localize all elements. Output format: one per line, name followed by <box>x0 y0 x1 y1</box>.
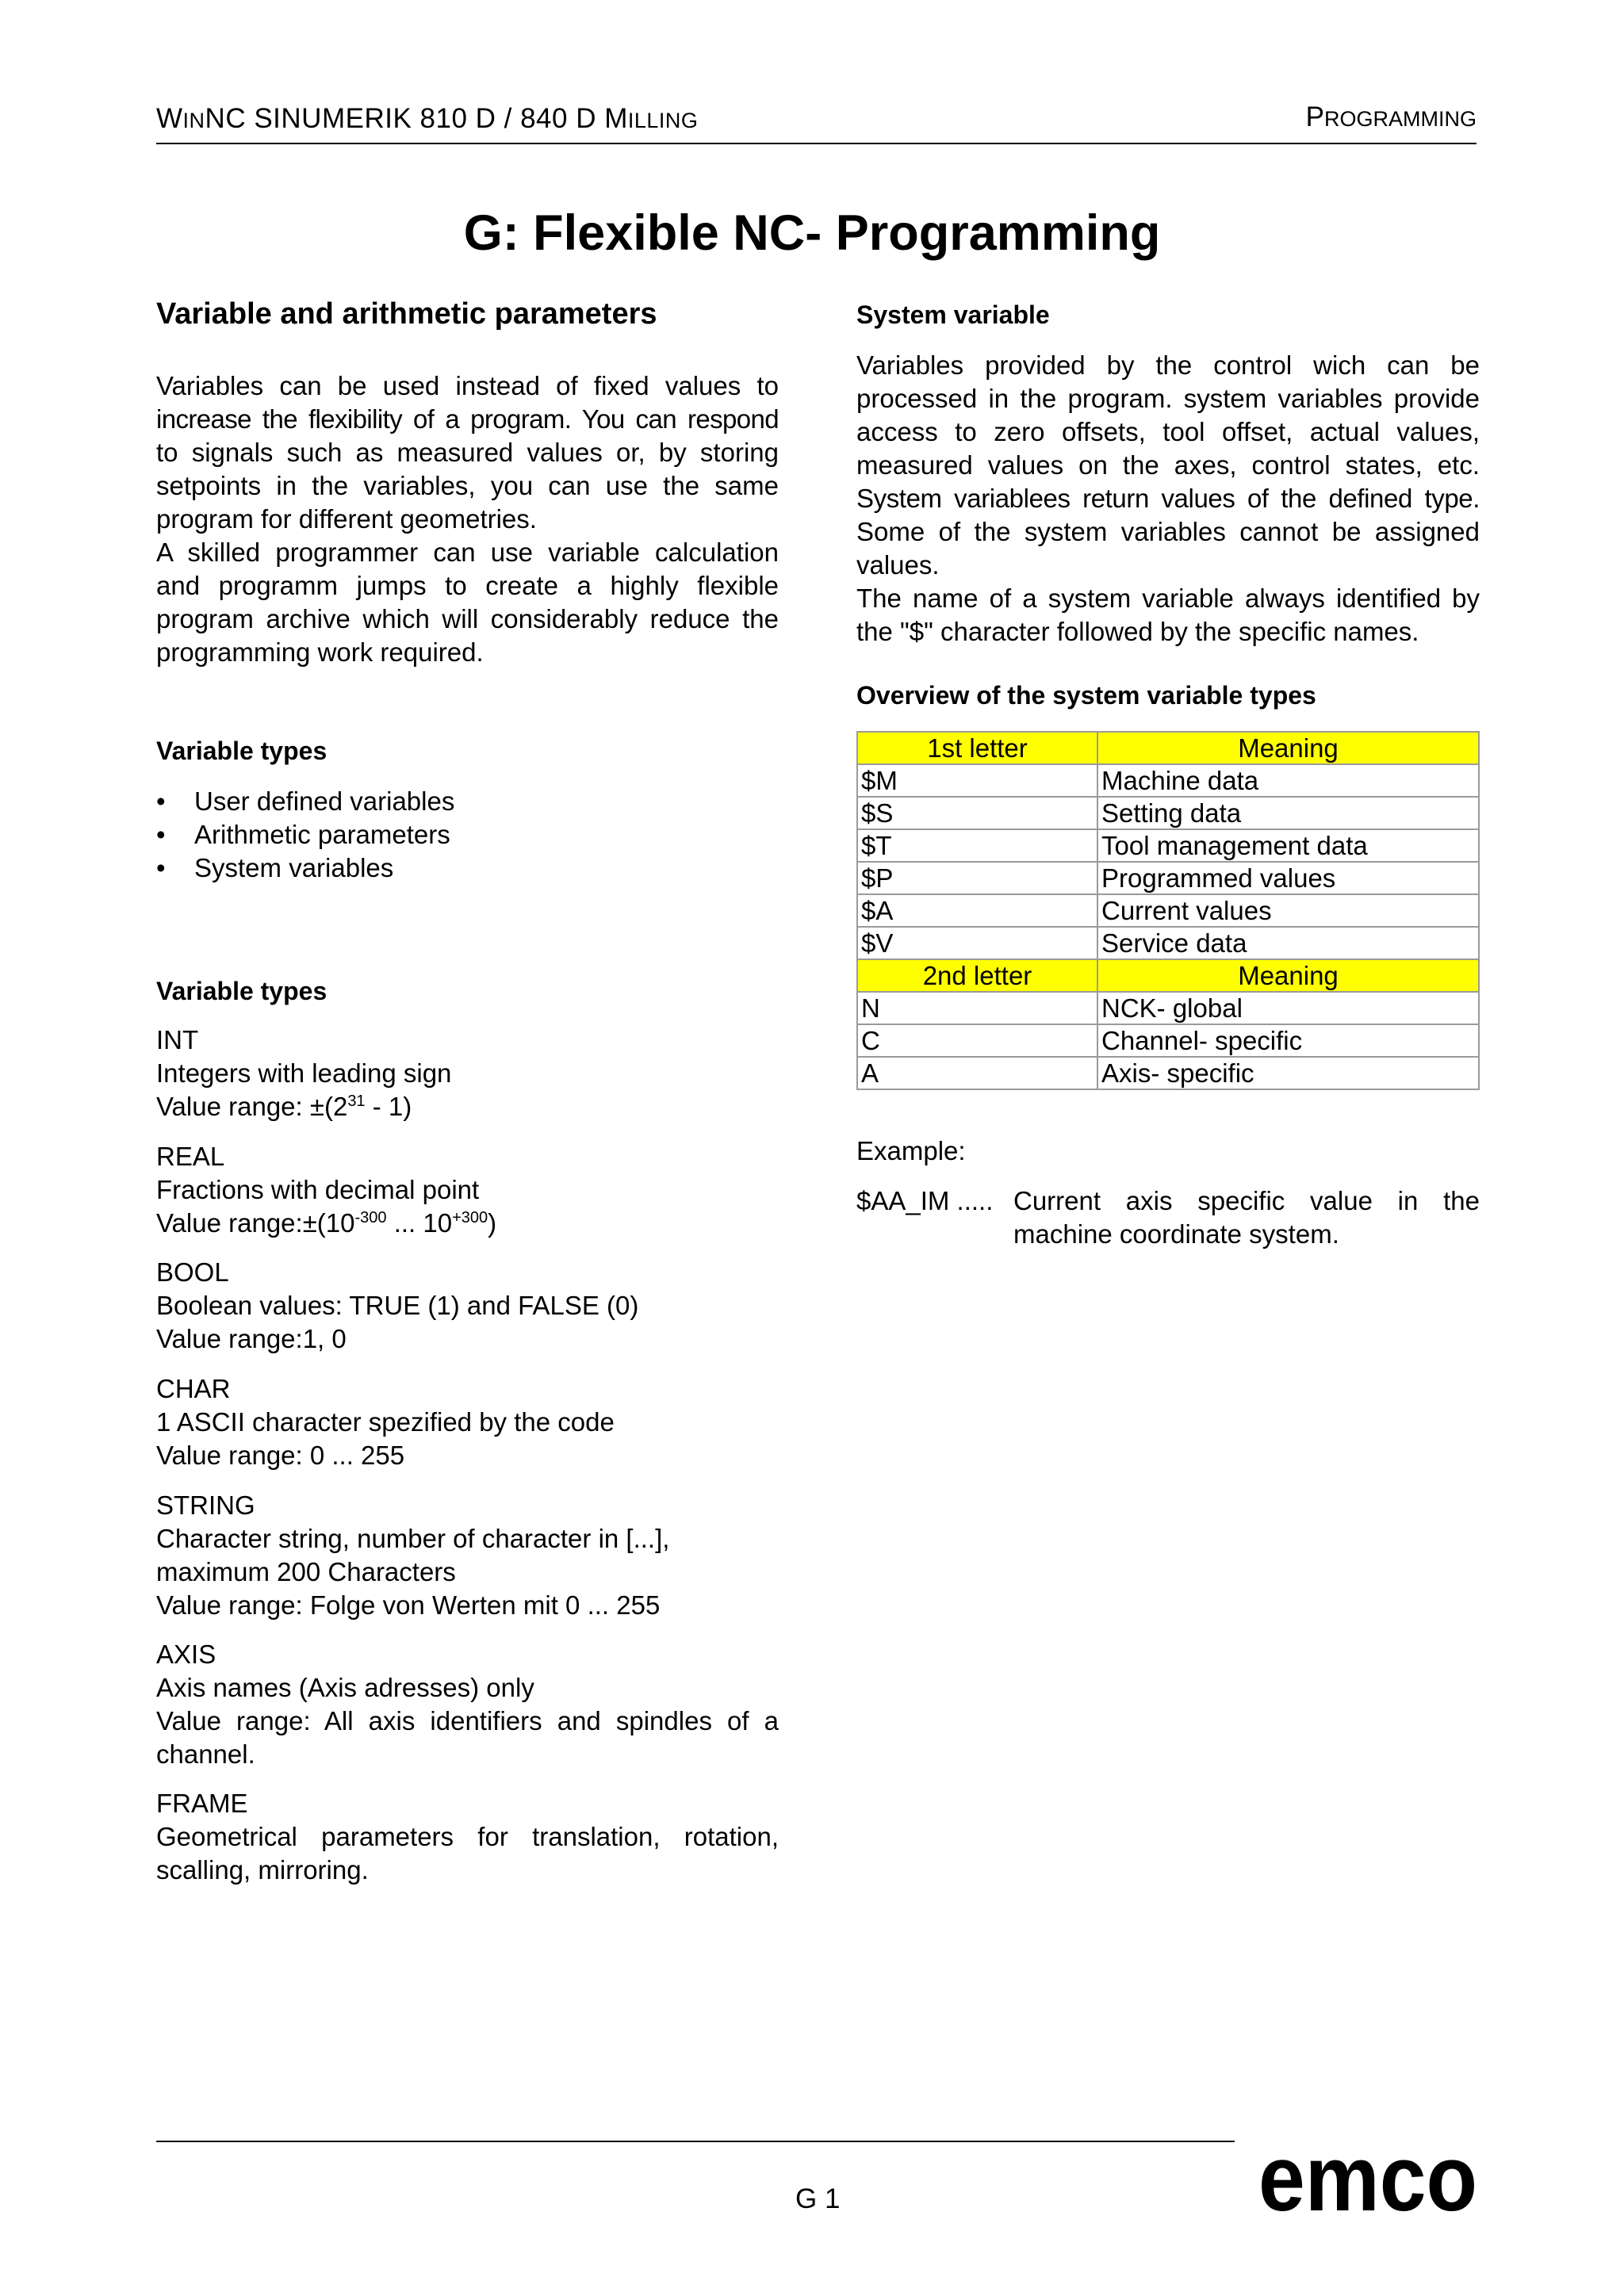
list-item <box>156 818 779 851</box>
intro-line: and programm jumps to create a highly flexible <box>156 571 779 600</box>
table-row <box>857 797 1479 829</box>
example-description-line: machine coordinate system. <box>1013 1219 1339 1249</box>
type-string <box>156 1489 779 1622</box>
type-description: Character string, number of character in [...], <box>156 1524 670 1553</box>
header-rule <box>156 143 1477 144</box>
variable-types-heading: Variable types <box>156 737 327 765</box>
example-term: $AA_IM ..... <box>856 1186 994 1215</box>
header-manual-title <box>156 103 698 135</box>
type-frame <box>156 1787 779 1887</box>
type-name: AXIS <box>156 1640 216 1669</box>
list-item-label: User defined variables <box>194 786 455 816</box>
header-left-small-2: ILLING <box>627 109 699 132</box>
type-bool <box>156 1256 779 1356</box>
bullet-icon: • <box>156 786 166 816</box>
table-cell: $V <box>857 927 1097 959</box>
table-header-cell: 1st letter <box>857 732 1097 764</box>
type-axis <box>156 1638 779 1771</box>
paragraph-line: The name of a system variable always identified by <box>856 584 1480 613</box>
table-header-cell: Meaning <box>1097 732 1479 764</box>
type-description: Geometrical parameters for translation, rotation, <box>156 1822 779 1851</box>
example-label: Example: <box>856 1136 966 1165</box>
list-item <box>156 851 779 885</box>
type-description: Integers with leading sign <box>156 1058 452 1088</box>
system-variable-paragraph <box>856 349 1480 649</box>
system-variable-types-table-wrap <box>856 731 1480 1090</box>
range-text: ... 10 <box>386 1208 453 1238</box>
list-item-label: Arithmetic parameters <box>194 820 450 849</box>
variable-types-list <box>156 785 779 885</box>
paragraph-line: processed in the program. system variables provide <box>856 384 1480 413</box>
table-row <box>857 1024 1479 1057</box>
type-range: Value range: All axis identifiers and spindles of a <box>156 1706 779 1735</box>
type-name: BOOL <box>156 1257 229 1287</box>
type-int <box>156 1024 779 1123</box>
page-title: G: Flexible NC- Programming <box>463 205 1161 261</box>
type-name: FRAME <box>156 1789 248 1818</box>
range-exponent: +300 <box>452 1209 488 1226</box>
table-row <box>857 764 1479 797</box>
paragraph-line: values. <box>856 550 940 580</box>
range-text: Value range:±(10 <box>156 1208 355 1238</box>
table-row <box>857 894 1479 927</box>
type-name: CHAR <box>156 1374 231 1403</box>
table-cell: $M <box>857 764 1097 797</box>
emco-logo-text: emco <box>1258 2142 1477 2214</box>
header-left-main: NC SINUMERIK 810 D / 840 D M <box>205 103 628 134</box>
table-cell: C <box>857 1024 1097 1057</box>
list-item-label: System variables <box>194 853 394 882</box>
type-range: Value range: Folge von Werten mit 0 ... 255 <box>156 1590 661 1620</box>
type-name: STRING <box>156 1490 255 1520</box>
type-name: INT <box>156 1025 199 1054</box>
table-cell: Programmed values <box>1097 862 1479 894</box>
type-name: REAL <box>156 1142 225 1171</box>
table-row <box>857 992 1479 1024</box>
range-text: Value range: ±(2 <box>156 1092 348 1121</box>
table-cell: Channel- specific <box>1097 1024 1479 1057</box>
list-item <box>156 785 779 818</box>
section-title-variables: Variable and arithmetic parameters <box>156 297 657 331</box>
intro-line: A skilled programmer can use variable calculation <box>156 538 779 567</box>
table-cell: $S <box>857 797 1097 829</box>
overview-heading: Overview of the system variable types <box>856 681 1316 710</box>
paragraph-line: Variables provided by the control wich can be <box>856 350 1480 380</box>
table-header-cell: 2nd letter <box>857 959 1097 992</box>
intro-line: setpoints in the variables, you can use the same <box>156 471 779 500</box>
type-description: scalling, mirroring. <box>156 1855 369 1885</box>
type-char <box>156 1372 779 1472</box>
header-left-small-1: IN <box>182 109 205 132</box>
table-cell: NCK- global <box>1097 992 1479 1024</box>
table-row <box>857 1057 1479 1089</box>
intro-line: program for different geometries. <box>156 504 537 534</box>
type-description: Axis names (Axis adresses) only <box>156 1673 534 1702</box>
header-right-small: ROGRAMMING <box>1324 107 1477 131</box>
paragraph-line: access to zero offsets, tool offset, actual values, <box>856 417 1480 446</box>
footer-rule <box>156 2141 1235 2142</box>
system-variable-types-table <box>856 731 1480 1090</box>
bullet-icon: • <box>156 820 166 849</box>
type-range <box>156 1090 779 1123</box>
intro-line: increase the flexibility of a program. You can respond <box>156 404 779 434</box>
paragraph-line: the "$" character followed by the specific names. <box>856 617 1419 646</box>
paragraph-line: measured values on the axes, control states, etc. <box>856 450 1480 480</box>
intro-paragraph <box>156 369 779 669</box>
type-range: Value range:1, 0 <box>156 1324 347 1353</box>
intro-line: Variables can be used instead of fixed values to <box>156 371 779 400</box>
header-section-title <box>1306 101 1477 133</box>
emco-logo <box>1257 2142 1479 2214</box>
table-row <box>857 927 1479 959</box>
table-header-row <box>857 732 1479 764</box>
paragraph-line: Some of the system variables cannot be assigned <box>856 517 1480 546</box>
intro-line: program archive which will considerably reduce the <box>156 604 779 633</box>
example-description-line: Current axis specific value in the <box>1013 1186 1480 1215</box>
table-cell: A <box>857 1057 1097 1089</box>
type-description: maximum 200 Characters <box>156 1557 456 1586</box>
table-cell: $T <box>857 829 1097 862</box>
system-variable-heading: System variable <box>856 300 1050 329</box>
range-exponent: 31 <box>347 1093 366 1110</box>
type-range: Value range: 0 ... 255 <box>156 1441 405 1470</box>
intro-line: to signals such as measured values or, by storing <box>156 438 779 467</box>
table-header-cell: Meaning <box>1097 959 1479 992</box>
type-range: channel. <box>156 1739 255 1769</box>
intro-line: programming work required. <box>156 637 484 667</box>
paragraph-line: System variablees return values of the defined type. <box>856 484 1480 513</box>
range-text: - 1) <box>365 1092 412 1121</box>
header-left-cap-1: W <box>156 103 183 134</box>
table-header-row <box>857 959 1479 992</box>
table-cell: Service data <box>1097 927 1479 959</box>
type-range <box>156 1207 779 1240</box>
type-description: Boolean values: TRUE (1) and FALSE (0) <box>156 1291 639 1320</box>
type-description: 1 ASCII character spezified by the code <box>156 1407 615 1437</box>
type-description: Fractions with decimal point <box>156 1175 480 1204</box>
range-text: ) <box>488 1208 497 1238</box>
table-cell: Axis- specific <box>1097 1057 1479 1089</box>
header-right-cap: P <box>1305 101 1324 132</box>
table-cell: Current values <box>1097 894 1479 927</box>
table-row <box>857 862 1479 894</box>
table-row <box>857 829 1479 862</box>
table-cell: N <box>857 992 1097 1024</box>
table-cell: Setting data <box>1097 797 1479 829</box>
table-cell: $P <box>857 862 1097 894</box>
table-cell: Machine data <box>1097 764 1479 797</box>
type-real <box>156 1140 779 1240</box>
example-description <box>1013 1184 1480 1251</box>
page-number: G 1 <box>795 2183 841 2214</box>
variable-types-heading-2: Variable types <box>156 977 327 1005</box>
bullet-icon: • <box>156 853 166 882</box>
range-exponent: -300 <box>354 1209 387 1226</box>
table-cell: $A <box>857 894 1097 927</box>
table-cell: Tool management data <box>1097 829 1479 862</box>
